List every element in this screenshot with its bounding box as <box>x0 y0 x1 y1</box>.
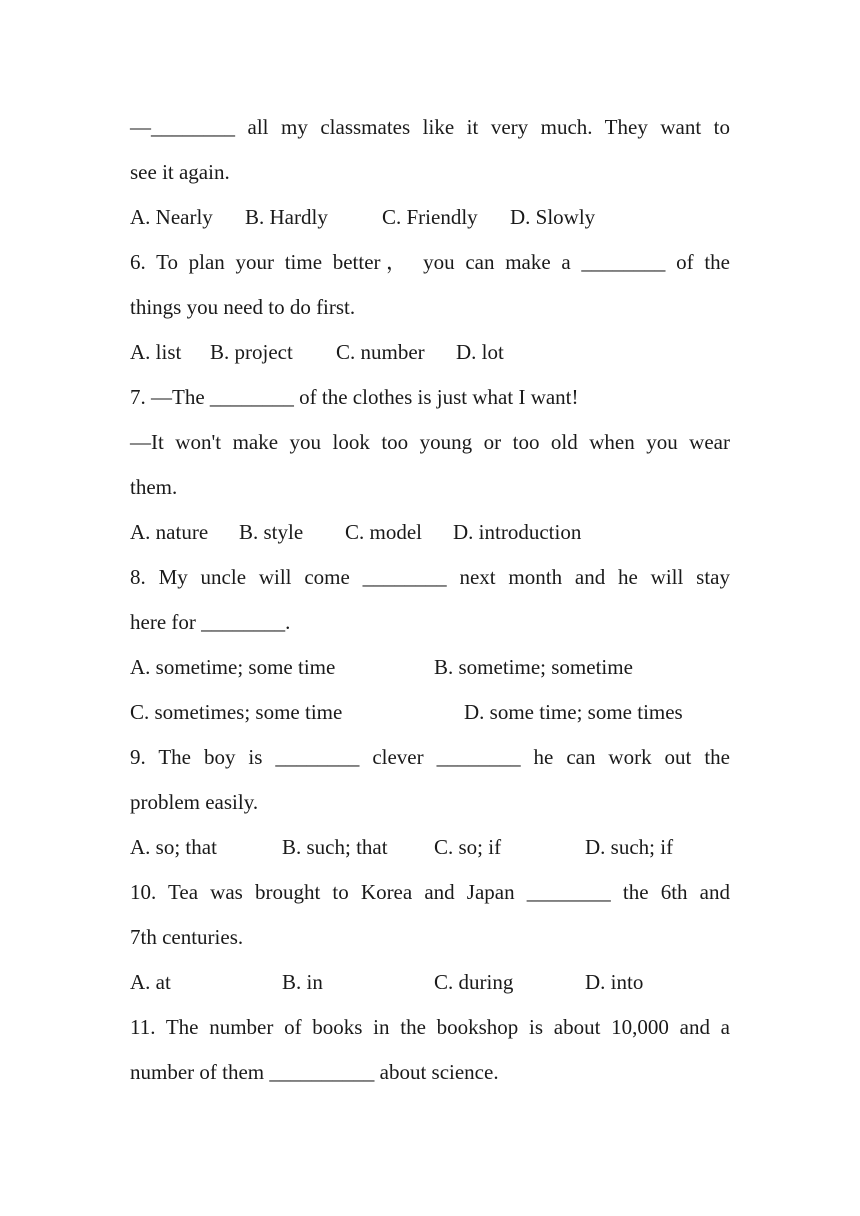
q8-option-a: A. sometime; some time <box>130 655 336 679</box>
q7-option-b: B. style <box>239 520 304 544</box>
q7-options <box>130 510 730 555</box>
q9-option-a: A. so; that <box>130 835 217 859</box>
q8-options-row-1 <box>130 645 730 690</box>
q5-options <box>130 195 730 240</box>
q10-option-a: A. at <box>130 970 171 994</box>
q8-option-b: B. sometime; sometime <box>434 655 633 679</box>
q6-option-d: D. lot <box>456 340 504 364</box>
q6-stem-line-2: things you need to do first. <box>130 295 356 319</box>
q9-options <box>130 825 730 870</box>
q7-option-c: C. model <box>345 520 422 544</box>
q6-option-c: C. number <box>336 340 425 364</box>
q6-option-b: B. project <box>210 340 293 364</box>
q10-options <box>130 960 730 1005</box>
q7-option-a: A. nature <box>130 520 209 544</box>
q5-option-c: C. Friendly <box>382 205 478 229</box>
q9-stem-line-2: problem easily. <box>130 790 259 814</box>
q9-option-c: C. so; if <box>434 835 502 859</box>
q5-option-d: D. Slowly <box>510 205 596 229</box>
q5-stem-line-2: see it again. <box>130 160 230 184</box>
q8-stem-line-1: 8. My uncle will come ________ next month and he will stay <box>130 565 730 589</box>
q8-stem-line-2: here for ________. <box>130 610 291 634</box>
q5-option-a: A. Nearly <box>130 205 213 229</box>
q10-option-c: C. during <box>434 970 514 994</box>
q11-stem-line-1: 11. The number of books in the bookshop is about 10,000 and a <box>130 1015 730 1039</box>
q9-stem-line-1: 9. The boy is ________ clever ________ he can work out the <box>130 745 730 769</box>
q7-stem-line-2: —It won't make you look too young or too old when you wear <box>130 430 730 454</box>
q10-stem-line-2: 7th centuries. <box>130 925 244 949</box>
q10-option-b: B. in <box>282 970 323 994</box>
q5-option-b: B. Hardly <box>245 205 328 229</box>
q5-stem-line-1: —________ all my classmates like it very much. They want to <box>130 115 730 139</box>
q6-options <box>130 330 730 375</box>
q9-option-d: D. such; if <box>585 835 674 859</box>
q7-option-d: D. introduction <box>453 520 582 544</box>
q8-option-c: C. sometimes; some time <box>130 700 343 724</box>
q8-option-d: D. some time; some times <box>464 700 683 724</box>
q6-option-a: A. list <box>130 340 182 364</box>
q10-stem-line-1: 10. Tea was brought to Korea and Japan ________ the 6th and <box>130 880 730 904</box>
q11-stem-line-2: number of them __________ about science. <box>130 1060 499 1084</box>
question-list <box>130 105 730 1095</box>
q9-option-b: B. such; that <box>282 835 388 859</box>
q8-options-row-2 <box>130 690 730 735</box>
q6-stem-line-1: 6. To plan your time better， you can make a ________ of the <box>130 250 730 274</box>
q10-option-d: D. into <box>585 970 644 994</box>
q7-stem-line-3: them. <box>130 475 178 499</box>
q7-stem-line-1: 7. —The ________ of the clothes is just what I want! <box>130 385 579 409</box>
